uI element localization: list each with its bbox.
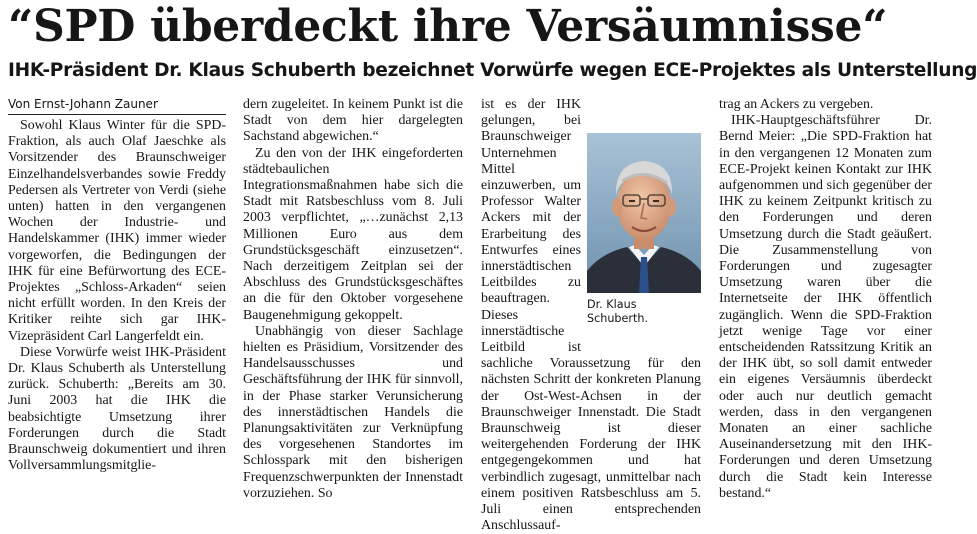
portrait-photo [587, 133, 701, 293]
paragraph: Zu den von der IHK eingeforderten städtebaulichen Integrationsmaßnahmen habe sich die Stadt mit Ratsbeschluss vom 8. Juli 2003 verpflichtet, „…zunächst 2,13 Millionen Euro aus dem Grundstücksgeschäft einzusetzen“. Nach derzeitigem Zeitplan sei der Abschluss des Grundstücksgeschäftes an die für den Oktober vorgesehene Baugenehmigung gekoppelt. [243, 145, 463, 323]
paragraph: trag an Ackers zu vergeben. [719, 97, 874, 112]
paragraph: Sowohl Klaus Winter für die SPD-Fraktion, als auch Olaf Jaeschke als Vorsitzender des Braunschweiger Einzelhandelsverbandes sowie Freddy Pedersen als Vertreter von Verdi (siehe unten) hatten in den vergangenen Wochen der Industrie- und Handelskammer (IHK) immer wieder vorgeworfen, die Bedingungen der IHK für eine Befürwortung des ECE-Projektes „Schloss-Arkaden“ seien nicht erfüllt worden. In den Kreis der Kritiker reihte sich gar IHK-Vizepräsident Carl Langerfeldt ein. [8, 118, 226, 344]
byline-rule [8, 114, 226, 115]
portrait-figure [587, 133, 701, 348]
paragraph: IHK-Hauptgeschäftsführer Dr. Bernd Meier: „Die SPD-Fraktion hat in den vergangenen 12 Monaten zum ECE-Projekt keinen Kontakt zur IHK aufgenommen und sich gegenüber der IHK zu keinem Zeitpunkt kritisch zu den Forderungen und deren Umsetzung durch die Stadt geäußert. Die Zusammenstellung von Forderungen und zugesagter Umsetzung waren über die Internetseite der IHK öffentlich zugänglich. Wenn die SPD-Fraktion jetzt wenige Tage vor einer entscheidenden Ratssitzung Kritik an der IHK übt, so soll damit entweder ein eigenes Versäumnis überdeckt oder auch nur deutlich gemacht werden, dass in den vergangenen Monaten an einer sachliche Auseinandersetzung mit den IHK-Forderungen und deren Umsetzung durch die Stadt kein Interesse bestand.“ [719, 113, 932, 501]
paragraph: ist es der IHK gelungen, bei Braunschweiger Unternehmen Mittel einzuwerben, um Professor Walter Ackers mit der Erarbeitung des Entwurfes eines innerstädtischen Leitbildes zu beauftragen. Dieses innerstädtische Leitbild ist sachliche Voraussetzung für den nächsten Schritt der konkreten Planung der Ost-West-Achsen in der Braunschweiger Innenstadt. Die Stadt Braunschweig ist dieser weitergehenden Forderung der IHK entgegengekommen und hat verbindlich zugesagt, unmittelbar nach einem positiven Ratsbeschluss am 5. Juli einen entsprechenden Anschlussauf- [481, 97, 701, 534]
headline: “SPD überdeckt ihre Versäumnisse“ [8, 1, 888, 52]
paragraph: dern zugeleitet. In keinem Punkt ist die Stadt von dem hier dargelegten Sachstand abgewichen.“ [243, 97, 463, 145]
text-column-1 [8, 118, 226, 490]
paragraph: Diese Vorwürfe weist IHK-Präsident Dr. Klaus Schuberth als Unterstellung zurück. Schuberth: „Bereits am 30. Juni 2003 hat die IHK die beabsichtigte Umsetzung ihrer Forderungen durch die Stadt Braunschweig dokumentiert und ihren Vollversammlungsmitglie- [8, 344, 226, 474]
text-column-3 [481, 97, 701, 534]
portrait-illustration [587, 133, 701, 293]
photo-caption: Dr. Klaus Schuberth. [587, 298, 649, 325]
text-column-2 [243, 97, 463, 501]
text-column-4 [719, 97, 932, 501]
byline: Von Ernst-Johann Zauner [8, 97, 158, 111]
paragraph: Unabhängig von dieser Sachlage hielten es Präsidium, Vorsitzender des Handelsausschusses und Geschäftsführung der IHK für sinnvoll, in der Phase starker Verunsicherung des innerstädtischen Handels die Planungsaktivitäten zur Verknüpfung des vorgesehenen Standortes im Schlosspark mit den bisherigen Frequenzschwerpunkten der Innenstadt vorzuziehen. So [243, 323, 463, 501]
subheadline: IHK-Präsident Dr. Klaus Schuberth bezeichnet Vorwürfe wegen ECE-Projektes als Unterstellung [8, 60, 977, 81]
